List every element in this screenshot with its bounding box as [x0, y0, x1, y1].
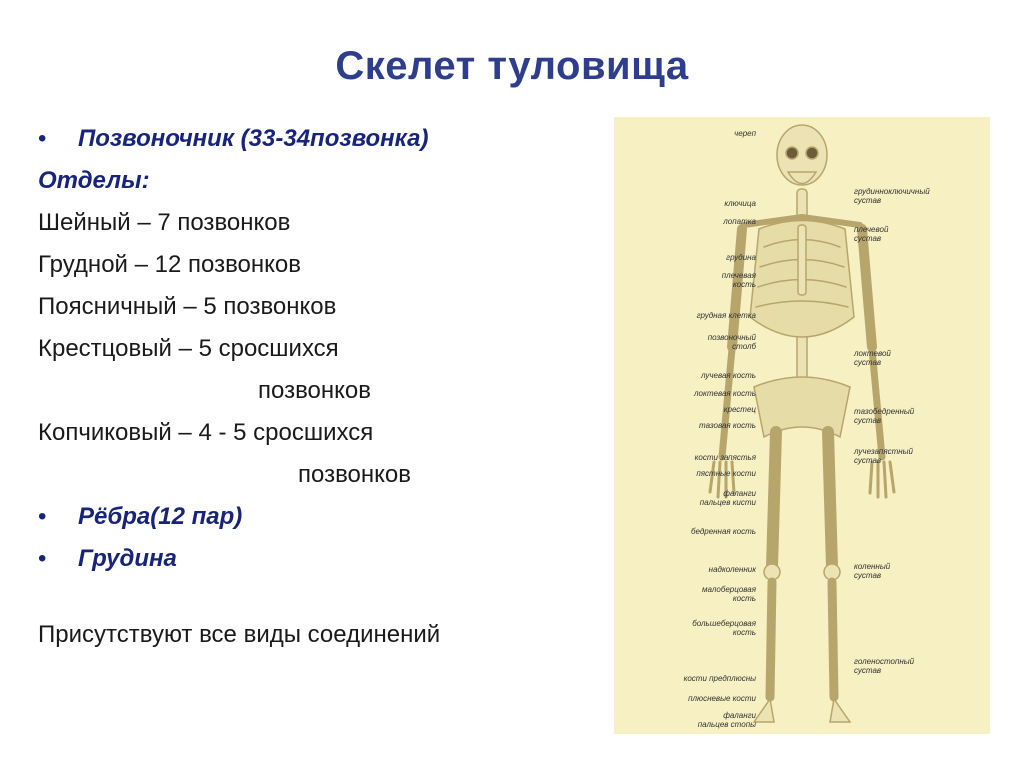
skeleton-label: лучезапястный сустав: [854, 447, 913, 465]
skeleton-label: лопатка: [723, 217, 756, 226]
skeleton-label: тазобедренный сустав: [854, 407, 915, 425]
ribs-text: Рёбра(12 пар): [78, 503, 243, 530]
skeleton-label: большеберцовая кость: [692, 619, 756, 637]
skeleton-illustration: [614, 117, 990, 734]
skeleton-label: крестец: [723, 405, 756, 414]
spine-text: Позвоночник (33-34позвонка): [78, 125, 429, 152]
skeleton-label: позвоночный столб: [707, 333, 756, 351]
skeleton-label: грудная клетка: [696, 311, 756, 320]
sternum-text: Грудина: [78, 545, 177, 572]
skeleton-label: пястные кости: [696, 469, 756, 478]
skeleton-label: коленный сустав: [854, 562, 891, 580]
list-item-spine: [38, 118, 598, 160]
femur-right: [828, 432, 832, 567]
sacral-text-continued: позвонков: [258, 377, 372, 404]
coccygeal-text: Копчиковый – 4 - 5 сросшихся: [38, 419, 374, 446]
bullet-icon: •: [38, 503, 47, 530]
joints-note: Присутствуют все виды соединений: [38, 621, 441, 648]
skeleton-label: малоберцовая кость: [702, 585, 756, 603]
pelvis-shape: [754, 377, 850, 437]
slide-content: [38, 118, 598, 656]
lumbar-text: Поясничный – 5 позвонков: [38, 293, 337, 320]
sternum-shape: [798, 225, 806, 295]
skeleton-label: плечевой сустав: [854, 225, 889, 243]
skeleton-label: голеностопный сустав: [854, 657, 915, 675]
skeleton-figure: [614, 117, 990, 734]
foot-left: [754, 699, 774, 722]
skeleton-label: плечевая кость: [721, 271, 756, 289]
tibia-left: [770, 582, 772, 697]
skeleton-label: грудинноключичный сустав: [854, 187, 930, 205]
coccygeal-text-continued: позвонков: [298, 461, 412, 488]
skeleton-label: фаланги пальцев стопы: [697, 711, 756, 729]
femur-left: [772, 432, 776, 567]
skeleton-label: кости запястья: [694, 453, 756, 462]
eye-socket-right: [806, 147, 818, 159]
sections-heading: Отделы:: [38, 167, 150, 194]
skeleton-label: лучевая кость: [700, 371, 756, 380]
foot-right: [830, 699, 850, 722]
skeleton-label: тазовая кость: [699, 421, 756, 430]
skeleton-label: кости предплюсны: [683, 674, 756, 683]
list-item-ribs: [38, 496, 598, 538]
eye-socket-left: [786, 147, 798, 159]
skeleton-label: фаланги пальцев кисти: [699, 489, 756, 507]
skeleton-label: ключица: [724, 199, 756, 208]
sacral-text: Крестцовый – 5 сросшихся: [38, 335, 339, 362]
skeleton-label: грудина: [726, 253, 756, 262]
cervical-text: Шейный – 7 позвонков: [38, 209, 291, 236]
skeleton-label: бедренная кость: [690, 527, 756, 536]
skeleton-label: плюсневые кости: [688, 694, 756, 703]
list-item-sternum: [38, 538, 598, 580]
bullet-icon: •: [38, 545, 47, 572]
skeleton-label: локтевая кость: [694, 389, 756, 398]
skeleton-label: надколенник: [708, 565, 756, 574]
skeleton-label: локтевой сустав: [854, 349, 891, 367]
tibia-right: [832, 582, 834, 697]
slide-title: Скелет туловища: [335, 44, 689, 88]
thoracic-text: Грудной – 12 позвонков: [38, 251, 302, 278]
forearm-left: [722, 349, 732, 457]
humerus-right: [862, 229, 872, 347]
bullet-icon: •: [38, 125, 47, 152]
skeleton-label: череп: [734, 129, 756, 138]
hand-right: [870, 462, 894, 497]
